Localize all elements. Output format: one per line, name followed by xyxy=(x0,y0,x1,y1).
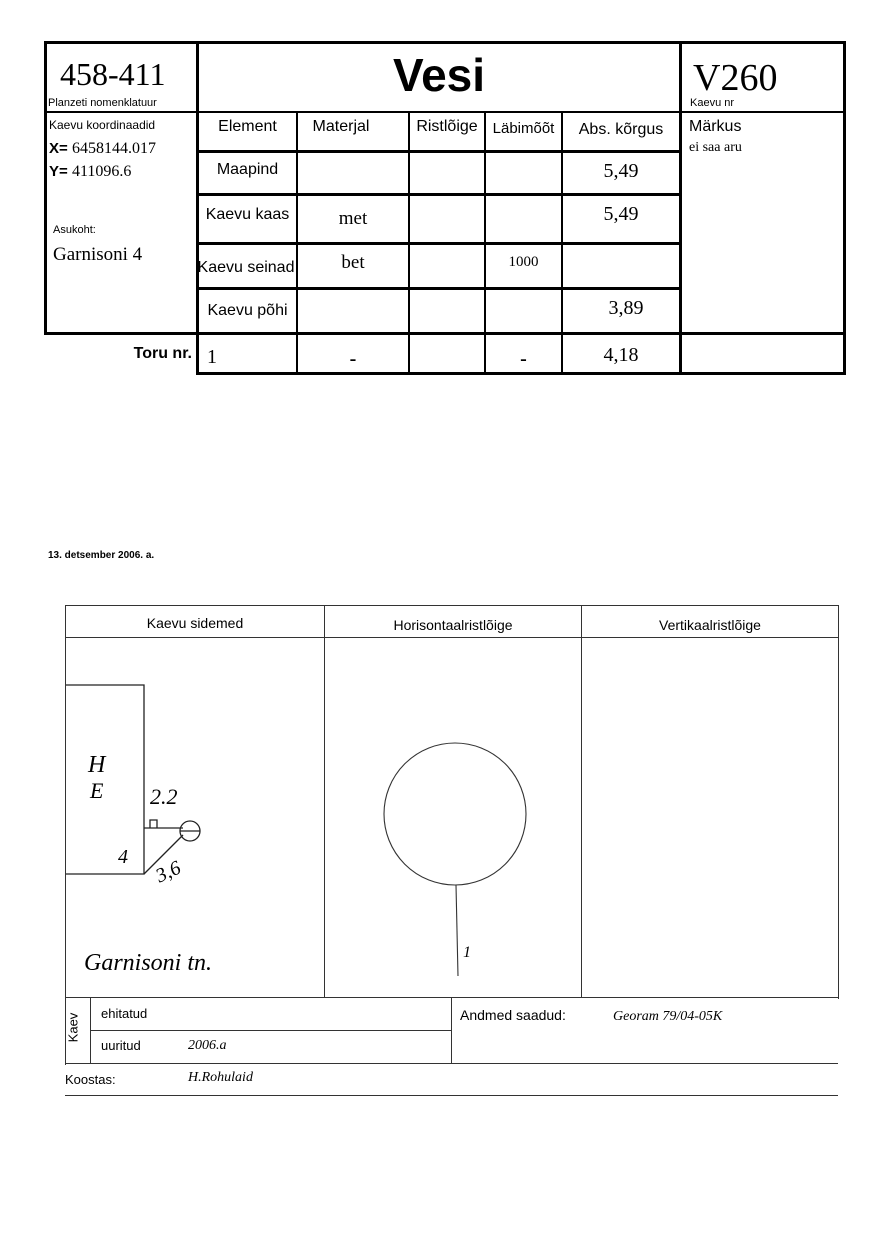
source-value: Georam 79/04-05K xyxy=(613,1009,723,1024)
col-title-vertical: Vertikaalristlõige xyxy=(659,617,761,633)
row-diameter: 1000 xyxy=(508,254,539,270)
building-outline xyxy=(66,685,144,874)
renewed-value: 2006.a xyxy=(188,1038,227,1053)
col-header-section: Ristlõige xyxy=(416,118,478,135)
author-value: H.Rohulaid xyxy=(188,1070,253,1085)
pipe-number: 1 xyxy=(207,346,217,368)
coords-label: Kaevu koordinaadid xyxy=(49,118,156,132)
document-date: 13. detsember 2006. a. xyxy=(48,550,155,561)
row-element: Kaevu kaas xyxy=(205,206,290,223)
author-label: Koostas: xyxy=(65,1072,116,1087)
row-height: 5,49 xyxy=(603,203,639,225)
nomenclature-label: Planzeti nomenklatuur xyxy=(48,97,157,109)
row-material: met xyxy=(338,208,368,229)
location-label: Asukoht: xyxy=(53,224,96,236)
well-number: V260 xyxy=(693,57,778,99)
col-title-connections: Kaevu sidemed xyxy=(146,615,244,631)
remark-value: ei saa aru xyxy=(689,140,742,155)
col-header-diameter: Läbimõõt xyxy=(492,120,555,137)
built-label: ehitatud xyxy=(101,1006,148,1021)
mark-distance-c: 3,6 xyxy=(152,856,185,888)
mark-e: E xyxy=(90,778,104,803)
page-title: Vesi xyxy=(392,49,486,101)
col-header-material: Materjal xyxy=(312,118,370,135)
renewed-label: uuritud xyxy=(101,1038,141,1053)
col-title-horizontal: Horisontaalristlõige xyxy=(393,617,513,633)
remark-label: Märkus xyxy=(689,118,742,135)
row-element: Kaevu põhi xyxy=(207,302,288,319)
location-value: Garnisoni 4 xyxy=(53,244,143,265)
row-element: Maapind xyxy=(216,161,279,178)
horizontal-section xyxy=(384,743,526,976)
col-header-height: Abs. kõrgus xyxy=(578,121,664,138)
mark-h: H xyxy=(88,752,106,778)
row-material: bet xyxy=(341,252,365,273)
pipe-diameter: - xyxy=(520,348,527,370)
y-label: Y= xyxy=(49,163,68,180)
pipe-height: 4,18 xyxy=(603,344,639,366)
side-label: Kaev xyxy=(65,1012,81,1043)
x-label: X= xyxy=(49,140,68,157)
mark-street: Garnisoni tn. xyxy=(84,950,213,976)
row-height: 3,89 xyxy=(608,297,644,319)
y-value: 411096.6 xyxy=(71,163,132,180)
mark-distance-a: 2.2 xyxy=(150,784,178,809)
source-label: Andmed saadud: xyxy=(460,1007,566,1023)
x-value: 6458144.017 xyxy=(71,140,156,157)
mark-pipe: 1 xyxy=(463,944,471,961)
row-element: Kaevu seinad xyxy=(197,259,295,276)
col-header-element: Element xyxy=(218,118,277,135)
row-height: 5,49 xyxy=(603,160,639,182)
nomenclature-value: 458-411 xyxy=(60,56,166,92)
well-number-label: Kaevu nr xyxy=(690,97,735,109)
pipe-material: - xyxy=(349,348,357,370)
pipe-label: Toru nr. xyxy=(133,345,192,362)
mark-distance-b: 4 xyxy=(118,846,128,868)
